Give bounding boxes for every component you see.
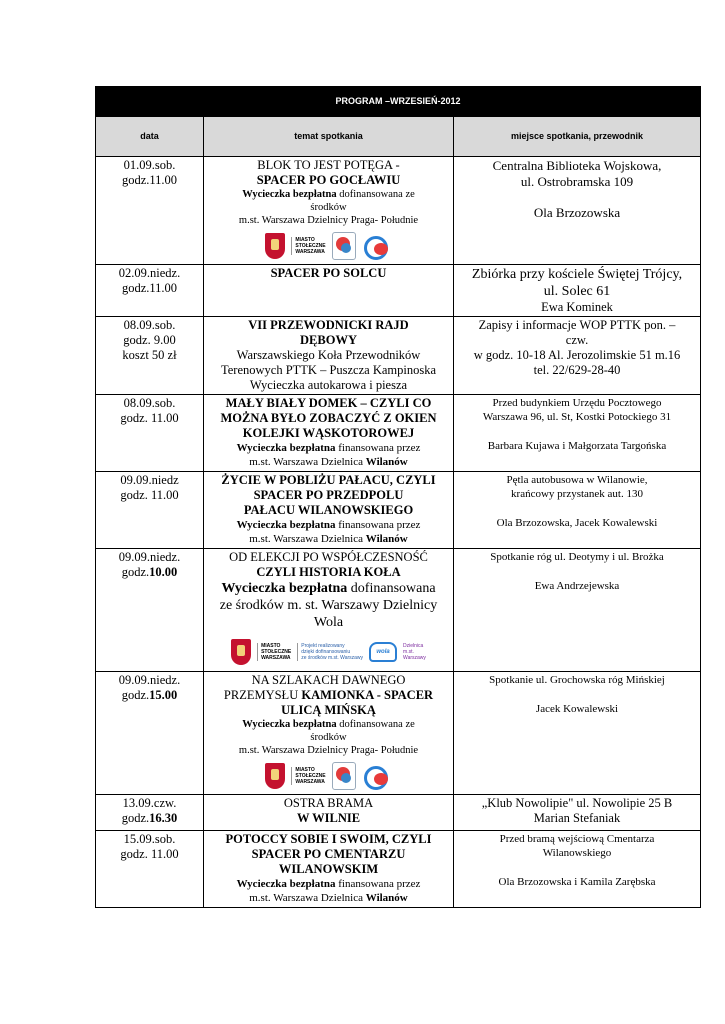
topic-title: OD ELEKCJI PO WSPÓŁCZESNOŚĆ xyxy=(229,550,428,564)
topic-title: SPACER PO CMENTARZU xyxy=(251,847,406,861)
date-cell xyxy=(96,472,204,549)
funding-district: m.st. Warszawa Dzielnicy Praga- Południe xyxy=(238,745,419,756)
place-line: Przed bramą wejściową Cmentarza xyxy=(499,833,655,845)
guide-name: Ewa Kominek xyxy=(541,300,613,314)
warsaw-crest-icon xyxy=(265,763,285,789)
place-cell xyxy=(454,395,701,472)
guide-name: Marian Stefaniak xyxy=(533,811,621,825)
table-row xyxy=(96,265,701,317)
funding-note-cont: środków xyxy=(310,732,347,743)
date-text: 09.09.niedz xyxy=(120,473,179,487)
funding-district: m.st. Warszawa Dzielnicy Praga- Południe xyxy=(238,215,419,226)
topic-cell xyxy=(204,317,454,395)
place-cell xyxy=(454,549,701,672)
topic-title: BLOK TO JEST POTĘGA - xyxy=(257,158,400,172)
topic-subtitle: SPACER PO GOCŁAWIU xyxy=(256,173,401,187)
guide-name: Ewa Andrzejewska xyxy=(534,580,620,592)
table-row xyxy=(96,395,701,472)
topic-title: KOLEJKI WĄSKOTOROWEJ xyxy=(242,426,415,440)
table-row xyxy=(96,549,701,672)
funding-note: Wycieczka bezpłatna finansowana przez xyxy=(236,442,421,454)
topic-cell xyxy=(204,472,454,549)
date-cell xyxy=(96,549,204,672)
topic-cell xyxy=(204,395,454,472)
place-line: Pętla autobusowa w Wilanowie, xyxy=(506,474,648,486)
place-line: Spotkanie róg ul. Deotymy i ul. Brożka xyxy=(490,551,664,563)
time-text: godz.10.00 xyxy=(121,565,178,579)
topic-cell xyxy=(204,795,454,831)
date-cell xyxy=(96,317,204,395)
place-line: Wilanowskiego xyxy=(542,847,612,859)
place-line: Spotkanie ul. Grochowska róg Mińskiej xyxy=(489,674,665,686)
program-title: PROGRAM –WRZESIEŃ-2012 xyxy=(96,87,701,117)
date-cell xyxy=(96,795,204,831)
topic-title: OSTRA BRAMA xyxy=(283,796,374,810)
date-cell xyxy=(96,157,204,265)
topic-desc: Wycieczka autokarowa i piesza xyxy=(249,378,408,392)
topic-subtitle: CZYLI HISTORIA KOŁA xyxy=(256,565,401,579)
guide-name: Ola Brzozowska, Jacek Kowalewski xyxy=(496,517,658,529)
funding-note: Wycieczka bezpłatna finansowana przez xyxy=(236,878,421,890)
place-line: Warszawa 96, ul. St, Kostki Potockiego 31 xyxy=(482,411,672,423)
place-line: Centralna Biblioteka Wojskowa, xyxy=(492,158,662,173)
table-row xyxy=(96,317,701,395)
topic-title: SPACER PO PRZEDPOLU xyxy=(253,488,404,502)
place-cell xyxy=(454,472,701,549)
funding-district: m.st. Warszawa Dzielnica Wilanów xyxy=(249,533,408,545)
table-row xyxy=(96,795,701,831)
topic-title: WILANOWSKIM xyxy=(278,862,379,876)
time-text: godz.15.00 xyxy=(121,688,178,702)
mst-warszawa-logo: MIASTO STOŁECZNE WARSZAWA xyxy=(291,237,325,255)
funding-note: Wycieczka bezpłatna finansowana przez xyxy=(236,519,421,531)
topic-title: VII PRZEWODNICKI RAJD xyxy=(248,318,409,332)
phone-line: tel. 22/629-28-40 xyxy=(533,363,621,377)
place-cell xyxy=(454,317,701,395)
date-text: 01.09.sob. xyxy=(123,158,176,172)
funding-note: Wycieczka bezpłatna dofinansowana ze xyxy=(242,189,415,200)
topic-subtitle: W WILNIE xyxy=(296,811,361,825)
place-line: krańcowy przystanek aut. 130 xyxy=(511,488,643,500)
topic-desc: Warszawskiego Koła Przewodników xyxy=(236,348,421,362)
topic-subtitle: ULICĄ MIŃSKĄ xyxy=(281,703,376,717)
place-cell xyxy=(454,831,701,908)
date-text: 09.09.niedz. xyxy=(118,673,181,687)
table-row xyxy=(96,831,701,908)
funding-note: Wycieczka bezpłatna dofinansowana xyxy=(221,581,436,596)
table-header-row xyxy=(96,117,701,157)
sponsor-logos xyxy=(207,231,450,261)
wola-logo-icon: wola xyxy=(369,642,397,662)
topic-title: PAŁACU WILANOWSKIEGO xyxy=(243,503,414,517)
date-text: 08.09.sob. xyxy=(123,318,176,332)
time-text: godz. 11.00 xyxy=(120,488,179,502)
time-text: godz. 9.00 xyxy=(123,333,176,347)
praga-logo-icon xyxy=(332,762,356,790)
place-line: ul. Ostrobramska 109 xyxy=(520,174,634,189)
topic-title: ŻYCIE W POBLIŻU PAŁACU, CZYLI xyxy=(221,473,436,487)
date-text: 02.09.niedz. xyxy=(118,266,181,280)
topic-title: PRZEMYSŁU KAMIONKA - SPACER xyxy=(223,688,434,702)
funding-district: Wola xyxy=(313,615,344,630)
date-text: 13.09.czw. xyxy=(122,796,177,810)
funding-district: m.st. Warszawa Dzielnica Wilanów xyxy=(249,456,408,468)
date-text: 09.09.niedz. xyxy=(118,550,181,564)
place-line: Zbiórka przy kościele Świętej Trójcy, xyxy=(471,267,683,282)
time-text: godz. 11.00 xyxy=(120,411,179,425)
table-row xyxy=(96,472,701,549)
topic-cell xyxy=(204,265,454,317)
time-text: godz.11.00 xyxy=(121,281,178,295)
place-cell xyxy=(454,672,701,795)
cost-text: koszt 50 zł xyxy=(122,348,177,362)
table-title-row xyxy=(96,87,701,117)
topic-cell xyxy=(204,157,454,265)
time-text: godz.11.00 xyxy=(121,173,178,187)
date-text: 08.09.sob. xyxy=(123,396,176,410)
program-logo-icon xyxy=(362,233,392,259)
date-cell xyxy=(96,672,204,795)
topic-cell xyxy=(204,549,454,672)
place-line: Zapisy i informacje WOP PTTK pon. – xyxy=(478,318,676,332)
time-text: godz. 11.00 xyxy=(120,847,179,861)
funding-note-cont: ze środków m. st. Warszawy Dzielnicy xyxy=(219,598,438,613)
topic-cell xyxy=(204,831,454,908)
guide-name: Ola Brzozowska xyxy=(533,205,621,220)
funding-note: Wycieczka bezpłatna dofinansowana ze xyxy=(242,719,415,730)
praga-logo-icon xyxy=(332,232,356,260)
col-header-place: miejsce spotkania, przewodnik xyxy=(454,117,701,157)
topic-desc: Terenowych PTTK – Puszcza Kampinoska xyxy=(220,363,437,377)
topic-title: NA SZLAKACH DAWNEGO xyxy=(251,673,406,687)
col-header-topic: temat spotkania xyxy=(204,117,454,157)
sponsor-logos xyxy=(207,637,450,667)
funding-district: m.st. Warszawa Dzielnica Wilanów xyxy=(249,892,408,904)
col-header-date: data xyxy=(96,117,204,157)
time-text: godz.16.30 xyxy=(121,811,178,825)
mst-warszawa-logo: MIASTO STOŁECZNE WARSZAWA xyxy=(291,767,325,785)
warsaw-crest-icon xyxy=(265,233,285,259)
program-logo-icon xyxy=(362,763,392,789)
table-row xyxy=(96,157,701,265)
topic-title: MAŁY BIAŁY DOMEK – CZYLI CO xyxy=(225,396,432,410)
date-cell xyxy=(96,395,204,472)
place-cell xyxy=(454,157,701,265)
date-text: 15.09.sob. xyxy=(123,832,176,846)
place-cell xyxy=(454,795,701,831)
guide-name: Jacek Kowalewski xyxy=(535,703,619,715)
place-line: w godz. 10-18 Al. Jerozolimskie 51 m.16 xyxy=(473,348,681,362)
guide-name: Barbara Kujawa i Małgorzata Targońska xyxy=(487,440,667,452)
topic-title: POTOCCY SOBIE I SWOIM, CZYLI xyxy=(225,832,432,846)
project-funding-logo: Projekt realizowany dzięki dofinansowaniu ze środków m.st. Warszawy xyxy=(297,643,363,661)
topic-cell xyxy=(204,672,454,795)
topic-title: MOŻNA BYŁO ZOBACZYĆ Z OKIEN xyxy=(220,411,437,425)
sponsor-logos xyxy=(207,761,450,791)
place-line: ul. Solec 61 xyxy=(543,284,611,299)
topic-subtitle: DĘBOWY xyxy=(300,333,357,347)
date-cell xyxy=(96,831,204,908)
date-cell xyxy=(96,265,204,317)
place-cell xyxy=(454,265,701,317)
program-table xyxy=(95,86,701,908)
mst-warszawa-logo: MIASTO STOŁECZNE WARSZAWA xyxy=(257,643,291,661)
place-line: Przed budynkiem Urzędu Pocztowego xyxy=(492,397,662,409)
warsaw-crest-icon xyxy=(231,639,251,665)
guide-name: Ola Brzozowska i Kamila Zarębska xyxy=(498,876,656,888)
place-line: czw. xyxy=(565,333,589,347)
topic-title: SPACER PO SOLCU xyxy=(270,266,387,280)
wola-district-logo: Dzielnica m.st. Warszawy xyxy=(403,643,426,661)
table-row xyxy=(96,672,701,795)
place-line: „Klub Nowolipie" ul. Nowolipie 25 B xyxy=(481,796,673,810)
funding-note-cont: środków xyxy=(310,202,347,213)
